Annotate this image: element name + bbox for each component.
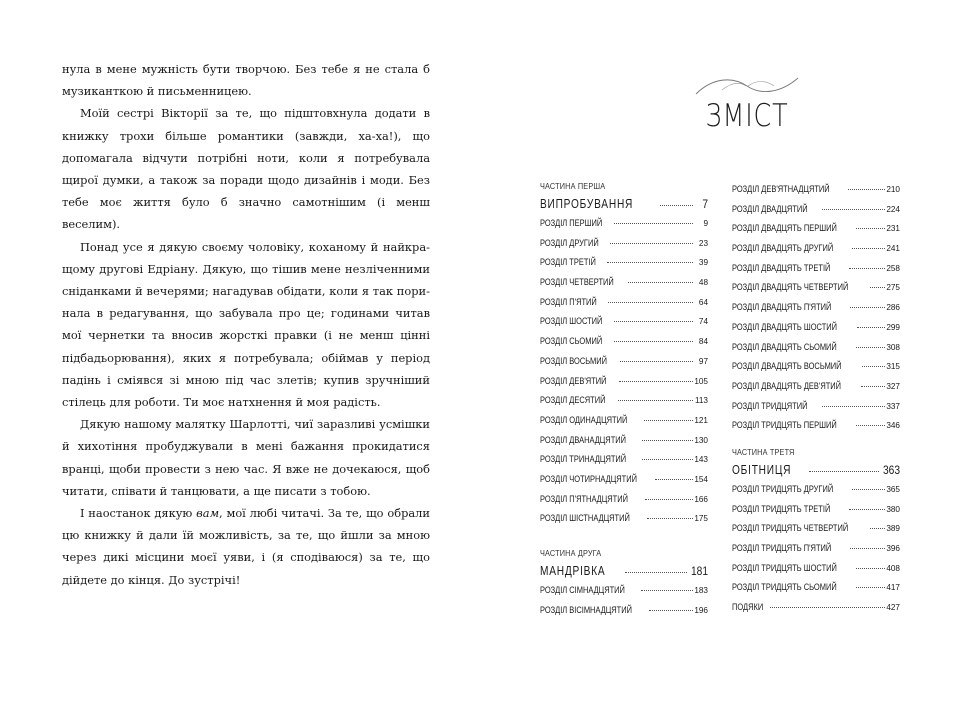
leader-dots xyxy=(850,307,885,308)
chapter-title: РОЗДІЛ ВОСЬМИЙ xyxy=(540,355,607,366)
leader-dots xyxy=(610,243,693,244)
page-number: 74 xyxy=(698,317,708,327)
toc-entry[interactable] xyxy=(732,519,900,539)
leader-dots xyxy=(848,189,885,190)
toc-entry[interactable] xyxy=(732,416,900,436)
toc-entry[interactable] xyxy=(540,509,708,529)
paragraph: Понад усе я дякую своєму чоловіку, коханому й найкращому другові Едріану. Дякую, що тішив мене незліченними сніданками й вечерями; нагадував обідати, коли я так поринала в редагування, що забувала про це; годинами читав мої чернетки та вносив жорсткі правки (і не менш цінні підбадьорювання), яких я потребувала; обіймав у період падінь і сміявся зі мною під час злетів; купив зручніший стілець для роботи. Ти моє натхнення й моя радість. xyxy=(62,239,430,410)
toc-entry[interactable] xyxy=(540,253,708,273)
leader-dots xyxy=(625,572,687,573)
page-number: 365 xyxy=(886,484,900,494)
toc-part-entry[interactable] xyxy=(732,459,900,480)
chapter-title: РОЗДІЛ ДЕСЯТИЙ xyxy=(540,395,606,406)
chapter-title: РОЗДІЛ ДВАДЦЯТЬ ТРЕТІЙ xyxy=(732,262,831,273)
chapter-title: РОЗДІЛ ВІСІМНАДЦЯТИЙ xyxy=(540,604,632,615)
chapter-title: РОЗДІЛ ТРИДЦЯТЬ ТРЕТІЙ xyxy=(732,503,831,514)
part-label: ЧАСТИНА ДРУГА xyxy=(540,548,602,558)
toc-entry[interactable] xyxy=(732,500,900,520)
toc-entry[interactable] xyxy=(540,391,708,411)
page-number: 97 xyxy=(698,356,708,366)
chapter-title: РОЗДІЛ ДВАДЦЯТЬ ДРУГИЙ xyxy=(732,243,834,254)
page-number: 299 xyxy=(886,322,900,332)
part-label: ЧАСТИНА ПЕРША xyxy=(540,181,606,191)
leader-dots xyxy=(809,471,879,472)
leader-dots xyxy=(608,302,693,303)
chapter-title: РОЗДІЛ ТРИДЦЯТЬ ПЕРШИЙ xyxy=(732,420,837,431)
toc-entry[interactable] xyxy=(540,581,708,601)
leader-dots xyxy=(642,440,693,441)
paragraph: нула в мене мужність бути творчою. Без тебе я не стала б музиканткою й письменницею. xyxy=(62,62,430,99)
paragraph-text: І наостанок дякую xyxy=(80,506,197,521)
page-number: 181 xyxy=(690,564,708,578)
chapter-title: РОЗДІЛ ДВАДЦЯТЬ ДЕВ'ЯТИЙ xyxy=(732,380,842,391)
part-title: МАНДРІВКА xyxy=(540,563,606,578)
leader-dots xyxy=(628,282,693,283)
leader-dots xyxy=(607,262,693,263)
leader-dots xyxy=(618,400,693,401)
chapter-title: РОЗДІЛ ШІСТНАДЦЯТИЙ xyxy=(540,513,630,524)
chapter-title: РОЗДІЛ ДВАДЦЯТЬ СЬОМИЙ xyxy=(732,341,837,352)
leader-dots xyxy=(862,366,885,367)
toc-entry[interactable] xyxy=(732,357,900,377)
toc-entry[interactable] xyxy=(540,293,708,313)
toc-entry-list xyxy=(732,480,900,618)
leader-dots xyxy=(856,228,885,229)
page-number: 337 xyxy=(886,401,900,411)
leader-dots xyxy=(849,268,885,269)
chapter-title: РОЗДІЛ ЧЕТВЕРТИЙ xyxy=(540,277,614,288)
toc-entry[interactable] xyxy=(540,273,708,293)
chapter-title: РОЗДІЛ ТРИДЦЯТЬ ЧЕТВЕРТИЙ xyxy=(732,523,849,534)
part-title: ОБІТНИЦЯ xyxy=(732,461,792,477)
page-number: 143 xyxy=(694,455,708,465)
leader-dots xyxy=(822,406,885,407)
chapter-title: РОЗДІЛ П'ЯТИЙ xyxy=(540,296,597,307)
page-number: 427 xyxy=(886,603,900,613)
chapter-title: РОЗДІЛ ДРУГИЙ xyxy=(540,237,599,248)
toc-entry[interactable] xyxy=(732,259,900,279)
page-title: ЗМІСТ xyxy=(705,98,789,134)
toc-entry[interactable] xyxy=(732,318,900,338)
emphasis-text: вам xyxy=(196,506,220,521)
leader-dots xyxy=(857,327,885,328)
page-number: 308 xyxy=(886,342,900,352)
leader-dots xyxy=(849,509,885,510)
acknowledgements-page xyxy=(62,58,430,591)
leader-dots xyxy=(620,361,693,362)
toc-entry[interactable] xyxy=(732,377,900,397)
chapter-title: РОЗДІЛ ЧОТИРНАДЦЯТИЙ xyxy=(540,473,637,484)
toc-entry-list xyxy=(540,581,708,620)
page-number: 121 xyxy=(694,415,708,425)
spacer xyxy=(732,436,900,446)
page-number: 231 xyxy=(886,224,900,234)
toc-entry[interactable] xyxy=(732,480,900,500)
leader-dots xyxy=(619,381,693,382)
toc-entry[interactable] xyxy=(540,601,708,621)
page-number: 408 xyxy=(886,563,900,573)
leader-dots xyxy=(660,205,693,206)
page-number: 196 xyxy=(694,605,708,615)
chapter-title: РОЗДІЛ ДЕВ'ЯТНАДЦЯТИЙ xyxy=(732,184,830,194)
toc-entry[interactable] xyxy=(732,338,900,358)
toc-entry[interactable] xyxy=(732,539,900,559)
toc-part-entry[interactable] xyxy=(540,193,708,214)
toc-entry[interactable] xyxy=(540,470,708,490)
page-number: 175 xyxy=(694,514,708,524)
part-title: ВИПРОБУВАННЯ xyxy=(540,196,634,211)
chapter-title: РОЗДІЛ ДВАДЦЯТЬ ВОСЬМИЙ xyxy=(732,361,842,372)
chapter-title: РОЗДІЛ ДВАДЦЯТИЙ xyxy=(732,203,808,214)
toc-entry-list xyxy=(540,214,708,529)
page-number: 417 xyxy=(886,583,900,593)
leader-dots xyxy=(649,610,693,611)
chapter-title: РОЗДІЛ СЬОМИЙ xyxy=(540,336,603,347)
leader-dots xyxy=(861,386,885,387)
chapter-title: РОЗДІЛ ТРИДЦЯТЬ ДРУГИЙ xyxy=(732,483,834,494)
toc-column-left xyxy=(540,180,708,620)
leader-dots xyxy=(856,568,885,569)
page-number: 130 xyxy=(694,435,708,445)
toc-entry[interactable] xyxy=(540,214,708,234)
chapter-title: РОЗДІЛ ТРИДЦЯТЬ П'ЯТИЙ xyxy=(732,543,832,553)
leader-dots xyxy=(856,347,885,348)
toc-part-entry[interactable] xyxy=(540,560,708,581)
chapter-title: РОЗДІЛ ПЕРШИЙ xyxy=(540,218,603,228)
spacer xyxy=(540,529,708,547)
page-number: 9 xyxy=(703,219,708,228)
leader-dots xyxy=(856,587,885,588)
chapter-title: РОЗДІЛ ДЕВ'ЯТИЙ xyxy=(540,375,607,386)
leader-dots xyxy=(655,479,693,480)
page-number: 84 xyxy=(698,337,708,347)
page-number: 210 xyxy=(886,185,900,194)
toc-entry[interactable] xyxy=(540,352,708,372)
page-number: 346 xyxy=(886,421,900,431)
toc-entry[interactable] xyxy=(732,559,900,579)
leader-dots xyxy=(850,548,885,549)
closing-paragraph xyxy=(62,502,430,591)
toc-entry-list xyxy=(732,180,900,436)
toc-column-right xyxy=(732,180,900,618)
toc-entry[interactable] xyxy=(540,490,708,510)
chapter-title: РОЗДІЛ ДВАДЦЯТЬ ЧЕТВЕРТИЙ xyxy=(732,282,849,293)
toc-entry[interactable] xyxy=(732,219,900,239)
page-number: 396 xyxy=(886,544,900,553)
page-number: 39 xyxy=(698,258,708,268)
leader-dots xyxy=(870,528,885,529)
chapter-title: РОЗДІЛ ДВАНАДЦЯТИЙ xyxy=(540,434,627,445)
paragraph-text: , мої любі читачі. За те, що обрали цю книжку й дали їй можливість, за те, що йшли за мною через дикі місцини моєї уяви, і (я сподіваюся) за те, що дійдете до кінця. До зустрічі! xyxy=(62,506,430,587)
page-number: 241 xyxy=(886,244,900,254)
leader-dots xyxy=(614,223,693,224)
part-label: ЧАСТИНА ТРЕТЯ xyxy=(732,446,795,457)
chapter-title: РОЗДІЛ СІМНАДЦЯТИЙ xyxy=(540,585,625,595)
page-number: 64 xyxy=(698,297,708,307)
page-number: 363 xyxy=(882,462,900,477)
toc-entry[interactable] xyxy=(732,298,900,318)
chapter-title: РОЗДІЛ ОДИНАДЦЯТИЙ xyxy=(540,414,628,425)
page-number: 389 xyxy=(886,524,900,534)
page-number: 315 xyxy=(886,362,900,372)
chapter-title: РОЗДІЛ ТРИДЦЯТЬ ШОСТИЙ xyxy=(732,562,837,573)
leader-dots xyxy=(852,248,885,249)
chapter-title: РОЗДІЛ ТРЕТІЙ xyxy=(540,257,596,268)
chapter-title: РОЗДІЛ ШОСТИЙ xyxy=(540,316,603,327)
paragraph: Дякую нашому малятку Шарлотті, чиї заразливі усмішки й хихотіння пробуджували в мені бажання прокидатися вранці, щоби провести з нею час. Я вже не дочекаюся, щоб читати, співати й танцювати, а ще писати з тобою. xyxy=(62,417,430,498)
leader-dots xyxy=(770,607,885,608)
paragraph: Моїй сестрі Вікторії за те, що підштовхнула додати в книжку трохи більше романтики (завжди, ха-ха!), що допомагала відчути потрібні ноти, коли я потребувала щирої думки, а також за поради щодо дизайнів і моди. Без тебе моє життя було б значно самотнішим (і менш веселим). xyxy=(62,106,430,232)
chapter-title: РОЗДІЛ ТРИДЦЯТЬ СЬОМИЙ xyxy=(732,582,837,593)
page-number: 7 xyxy=(702,197,708,211)
toc-entry[interactable] xyxy=(732,598,900,618)
leader-dots xyxy=(644,420,693,421)
toc-entry[interactable] xyxy=(540,411,708,431)
chapter-title: ПОДЯКИ xyxy=(732,602,764,613)
leader-dots xyxy=(852,489,885,490)
chapter-title: РОЗДІЛ ДВАДЦЯТЬ ШОСТИЙ xyxy=(732,321,838,332)
toc-entry[interactable] xyxy=(540,372,708,392)
toc-entry[interactable] xyxy=(732,239,900,259)
page-number: 380 xyxy=(886,504,900,514)
page-number: 23 xyxy=(698,238,708,248)
leader-dots xyxy=(641,590,693,591)
leader-dots xyxy=(647,518,693,519)
toc-entry[interactable] xyxy=(540,431,708,451)
chapter-title: РОЗДІЛ ТРИНАДЦЯТИЙ xyxy=(540,454,627,465)
page-number: 154 xyxy=(694,474,708,484)
toc-entry[interactable] xyxy=(732,180,900,200)
leader-dots xyxy=(856,425,885,426)
toc-entry[interactable] xyxy=(732,397,900,417)
leader-dots xyxy=(642,459,693,460)
page-number: 183 xyxy=(694,586,708,595)
chapter-title: РОЗДІЛ П'ЯТНАДЦЯТИЙ xyxy=(540,493,629,504)
chapter-title: РОЗДІЛ ДВАДЦЯТЬ ПЕРШИЙ xyxy=(732,223,837,234)
leader-dots xyxy=(822,209,885,210)
toc-entry[interactable] xyxy=(540,332,708,352)
page-number: 113 xyxy=(694,396,708,406)
leader-dots xyxy=(645,499,693,500)
toc-entry[interactable] xyxy=(732,578,900,598)
toc-entry[interactable] xyxy=(732,200,900,220)
leader-dots xyxy=(614,321,693,322)
page-number: 258 xyxy=(886,263,900,273)
toc-entry[interactable] xyxy=(732,278,900,298)
page-number: 224 xyxy=(886,204,900,214)
toc-entry[interactable] xyxy=(540,450,708,470)
page-number: 327 xyxy=(886,381,900,391)
page-number: 166 xyxy=(694,494,708,504)
toc-entry[interactable] xyxy=(540,312,708,332)
page-number: 275 xyxy=(886,283,900,293)
leader-dots xyxy=(614,341,693,342)
chapter-title: РОЗДІЛ ТРИДЦЯТИЙ xyxy=(732,400,808,411)
page-number: 105 xyxy=(694,376,708,386)
leader-dots xyxy=(870,287,885,288)
flourish-ornament-icon xyxy=(692,72,802,100)
chapter-title: РОЗДІЛ ДВАДЦЯТЬ П'ЯТИЙ xyxy=(732,302,832,313)
page-number: 286 xyxy=(886,303,900,313)
toc-entry[interactable] xyxy=(540,234,708,254)
page-number: 48 xyxy=(698,278,708,288)
